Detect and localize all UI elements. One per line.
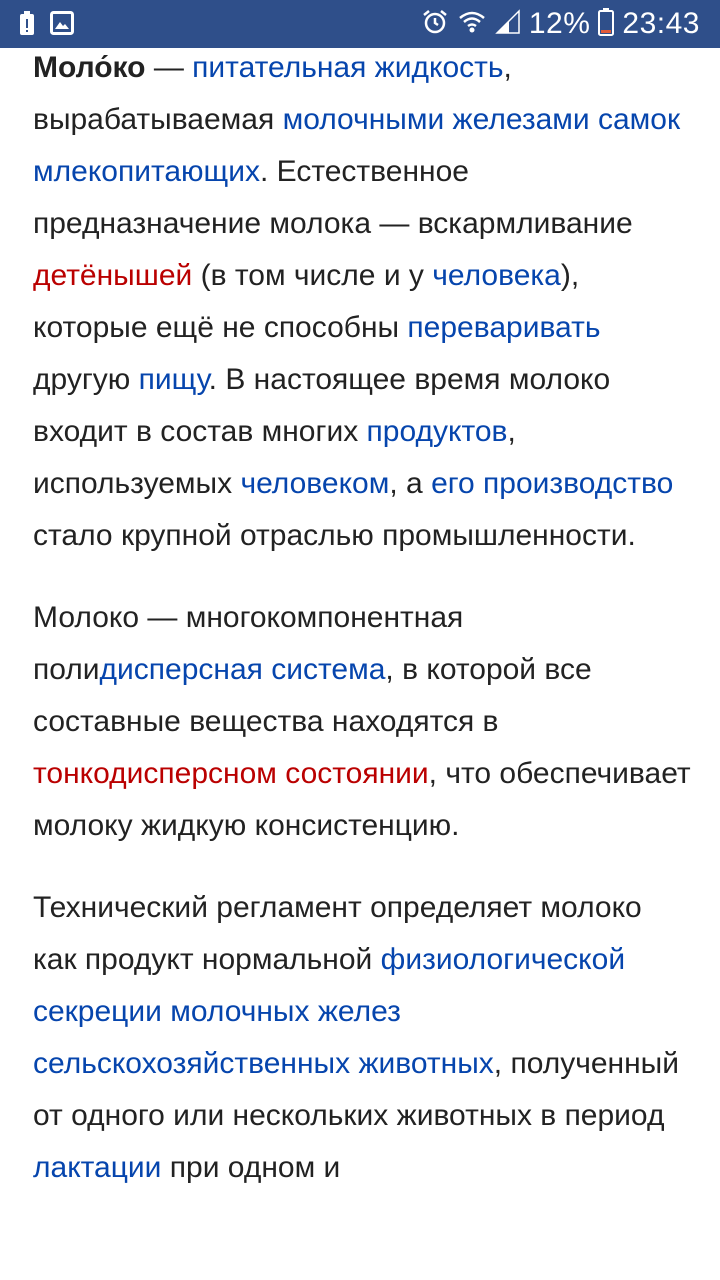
article-body xyxy=(33,42,693,1224)
text: , а xyxy=(389,467,432,500)
paragraph-3 xyxy=(33,882,693,1194)
wifi-icon xyxy=(457,8,487,41)
link-digest[interactable]: переваривать xyxy=(407,311,601,344)
text: Технический регламент определяет молоко как продукт нормальной xyxy=(33,891,642,976)
text: (в том числе и у xyxy=(192,259,433,292)
text: — xyxy=(145,51,193,84)
text: , используемых xyxy=(33,415,516,500)
link-mammary-glands[interactable]: молочными железами самок млекопитающих xyxy=(33,103,681,188)
status-bar-right xyxy=(421,0,700,48)
text: , что обеспечивает молоку жидкую консистенцию. xyxy=(33,757,691,842)
link-physiological-secretion[interactable]: физиологической секреции молочных желез сельскохозяйственных животных xyxy=(33,943,626,1080)
link-nutritive-liquid[interactable]: питательная жидкость xyxy=(192,51,504,84)
link-products[interactable]: продуктов xyxy=(366,415,508,448)
battery-saver-icon xyxy=(18,10,36,41)
link-human-2[interactable]: человеком xyxy=(240,467,390,500)
status-bar-left xyxy=(18,10,74,41)
text: , в которой все составные вещества находятся в xyxy=(33,653,592,738)
text: Молоко — многокомпонентная поли xyxy=(33,601,464,686)
text: ), которые ещё не способны xyxy=(33,259,580,344)
paragraph-1 xyxy=(33,42,693,562)
text: . В настоящее время молоко входит в состав многих xyxy=(33,363,611,448)
text: , вырабатываемая xyxy=(33,51,512,136)
text: , полученный от одного или нескольких животных в период xyxy=(33,1047,679,1132)
link-offspring[interactable]: детёнышей xyxy=(33,259,193,292)
battery-icon xyxy=(598,8,614,41)
alarm-icon xyxy=(421,8,449,41)
text: другую xyxy=(33,363,139,396)
link-disperse-system[interactable]: дисперсная система xyxy=(99,653,386,686)
link-food[interactable]: пищу xyxy=(138,363,209,396)
image-icon xyxy=(50,11,74,40)
clock: 23:43 xyxy=(622,7,700,40)
status-bar xyxy=(0,0,720,48)
link-lactation[interactable]: лактации xyxy=(33,1151,162,1184)
battery-percent: 12% xyxy=(528,7,591,40)
link-fine-dispersed-state[interactable]: тонкодисперсном состоянии xyxy=(33,757,429,790)
article-title: Моло́ко xyxy=(33,51,146,84)
text: при одном и xyxy=(161,1151,341,1184)
text: стало крупной отраслью промышленности. xyxy=(33,519,636,552)
link-human[interactable]: человека xyxy=(432,259,561,292)
text: . Естественное предназначение молока — вскармливание xyxy=(33,155,633,240)
signal-icon xyxy=(495,9,521,40)
link-production[interactable]: его производство xyxy=(431,467,674,500)
paragraph-2 xyxy=(33,592,693,852)
